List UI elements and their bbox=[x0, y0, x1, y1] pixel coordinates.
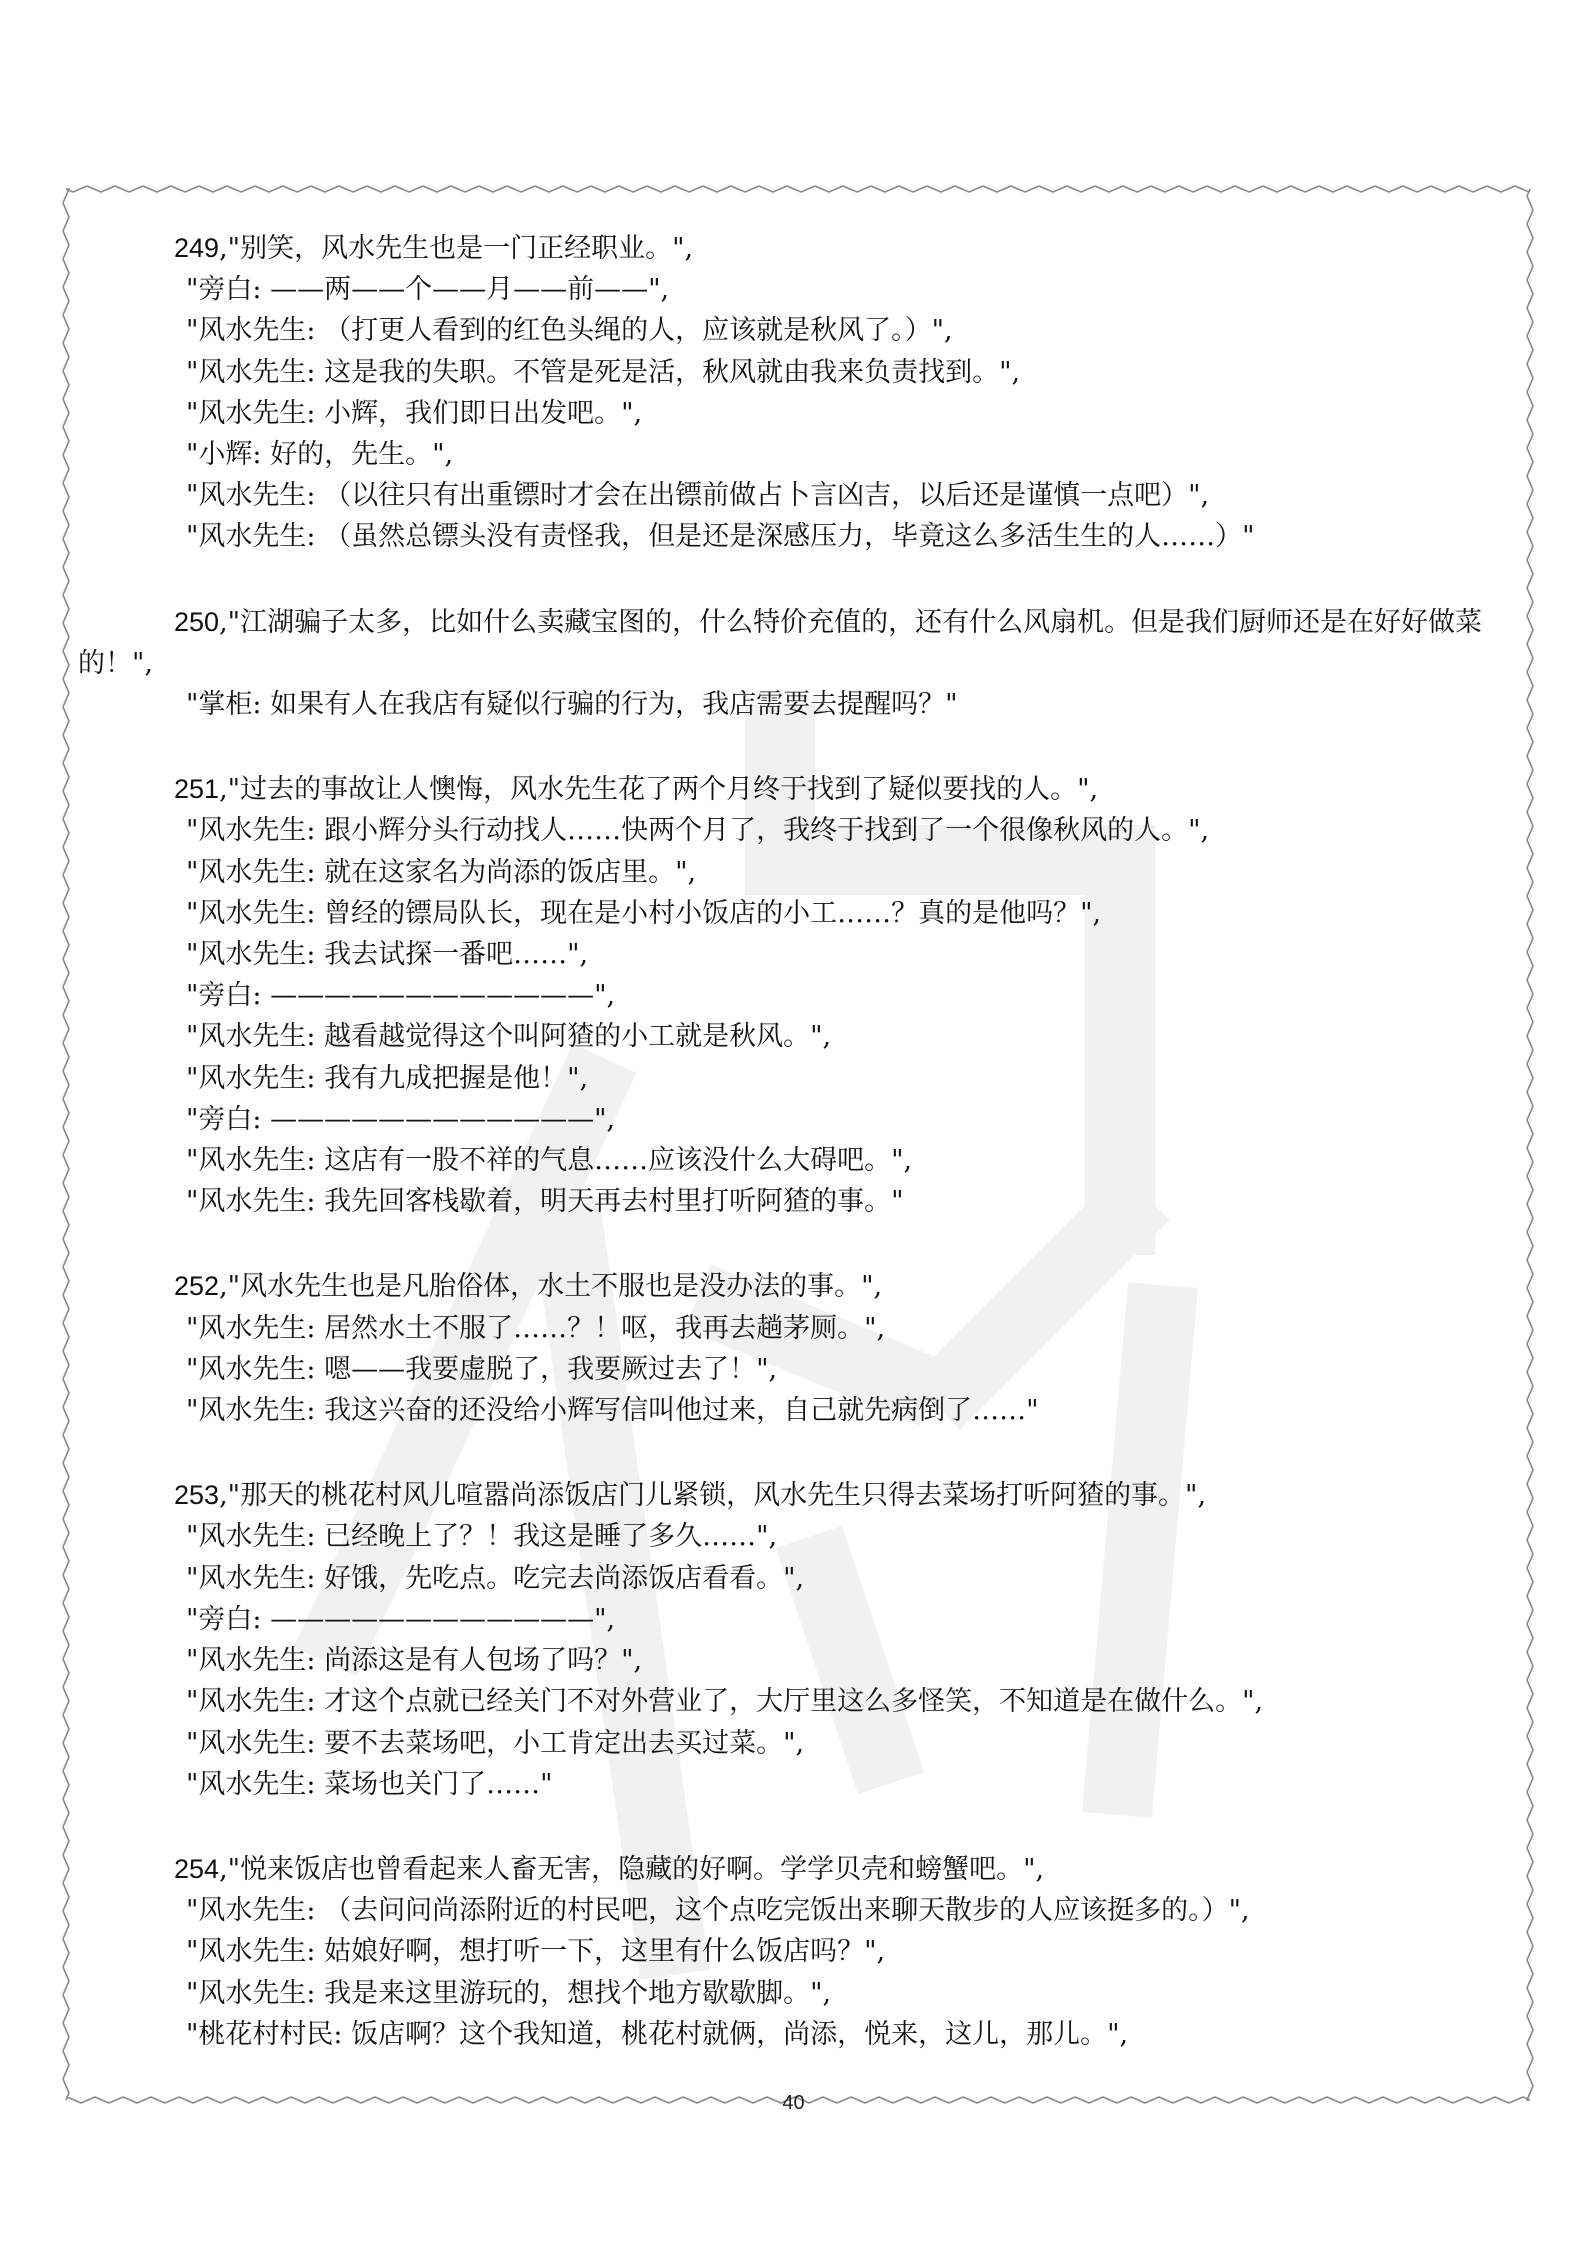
entry-heading-text: ,"那天的桃花村风儿喧嚣尚添饭店门儿紧锁，风水先生只得去菜场打听阿猹的事。", bbox=[219, 1480, 1207, 1512]
entry-number: 250 bbox=[174, 606, 220, 637]
entry-heading-line bbox=[78, 1475, 1518, 1516]
page-number: 40 bbox=[782, 2092, 805, 2114]
entry-heading-text: ,"风水先生也是凡胎俗体，水土不服也是没办法的事。", bbox=[219, 1271, 883, 1303]
dialogue-line: "风水先生: 这店有一股不祥的气息……应该没什么大碍吧。", bbox=[186, 1145, 913, 1177]
dialogue-line: "风水先生: 我有九成把握是他！", bbox=[186, 1062, 589, 1094]
dialogue-line: "风水先生: 好饿，先吃点。吃完去尚添饭店看看。", bbox=[186, 1562, 805, 1594]
entry-number: 253 bbox=[174, 1480, 220, 1511]
dialogue-line: "风水先生: （打更人看到的红色头绳的人，应该就是秋风了。）", bbox=[186, 315, 953, 347]
dialogue-line: "风水先生: （以往只有出重镖时才会在出镖前做占卜言凶吉，以后还是谨慎一点吧）", bbox=[186, 480, 1210, 512]
dialogue-line: "风水先生: 姑娘好啊，想打听一下，这里有什么饭店吗？", bbox=[186, 1936, 886, 1968]
dialogue-line: "风水先生: 已经晚上了？！我这是睡了多久……", bbox=[186, 1521, 778, 1553]
dialogue-line: "风水先生: 嗯——我要虚脱了，我要厥过去了！", bbox=[186, 1353, 778, 1385]
entry-number: 254 bbox=[174, 1853, 220, 1884]
dialogue-line: "旁白: ————————————", bbox=[186, 980, 616, 1012]
document-body bbox=[78, 228, 1518, 2099]
dialogue-line: "风水先生: 曾经的镖局队长，现在是小村小饭店的小工……？真的是他吗？", bbox=[186, 897, 1102, 929]
entry-block bbox=[78, 228, 1518, 558]
entry-block bbox=[78, 769, 1518, 1222]
dialogue-line: "小辉: 好的，先生。", bbox=[186, 439, 454, 471]
dialogue-line: "风水先生: 才这个点就已经关门不对外营业了，大厅里这么多怪笑，不知道是在做什么。", bbox=[186, 1686, 1264, 1718]
entry-block bbox=[78, 1849, 1518, 2055]
dialogue-line: "风水先生: （虽然总镖头没有责怪我，但是还是深感压力，毕竟这么多活生生的人……）" bbox=[186, 521, 1255, 553]
dialogue-line: "风水先生: 要不去菜场吧，小工肯定出去买过菜。", bbox=[186, 1727, 805, 1759]
dialogue-line: "风水先生: 就在这家名为尚添的饭店里。", bbox=[186, 856, 697, 888]
entry-number: 249 bbox=[174, 233, 220, 263]
dialogue-line: "风水先生: 我去试探一番吧……", bbox=[186, 939, 589, 971]
dialogue-line: "旁白: ————————————", bbox=[186, 1603, 616, 1635]
entry-block bbox=[78, 1266, 1518, 1431]
dialogue-line: "风水先生: 跟小辉分头行动找人……快两个月了，我终于找到了一个很像秋风的人。", bbox=[186, 815, 1210, 847]
dialogue-line: "风水先生: 尚添这是有人包场了吗？", bbox=[186, 1645, 643, 1677]
entry-heading-text: ,"江湖骗子太多，比如什么卖藏宝图的，什么特价充值的，还有什么风扇机。但是我们厨师还是在好好做菜的！", bbox=[78, 606, 1483, 679]
dialogue-line: "旁白: ————————————", bbox=[186, 1103, 616, 1135]
dialogue-line: "掌柜: 如果有人在我店有疑似行骗的行为，我店需要去提醒吗？" bbox=[186, 689, 958, 721]
dialogue-line: "风水先生: 我这兴奋的还没给小辉写信叫他过来，自己就先病倒了……" bbox=[186, 1395, 1039, 1427]
entry-heading-line bbox=[78, 769, 1518, 810]
dialogue-line: "风水先生: 我是来这里游玩的，想找个地方歇歇脚。", bbox=[186, 1977, 832, 2009]
entry-heading-line bbox=[78, 228, 1518, 269]
dialogue-line: "风水先生: 这是我的失职。不管是死是活，秋风就由我来负责找到。", bbox=[186, 356, 1021, 388]
dialogue-line: "风水先生: 越看越觉得这个叫阿猹的小工就是秋风。", bbox=[186, 1021, 832, 1053]
entry-block bbox=[78, 602, 1518, 726]
entry-heading-line bbox=[78, 1266, 1518, 1307]
entry-heading-text: ,"别笑，风水先生也是一门正经职业。", bbox=[219, 233, 694, 264]
entry-heading-line bbox=[78, 602, 1518, 684]
dialogue-line: "风水先生: 小辉，我们即日出发吧。", bbox=[186, 397, 643, 429]
dialogue-line: "旁白: ——两——个——月——前——", bbox=[186, 274, 670, 306]
dialogue-line: "风水先生: （去问问尚添附近的村民吧，这个点吃完饭出来聊天散步的人应该挺多的。）", bbox=[186, 1895, 1250, 1927]
entry-heading-text: ,"悦来饭店也曾看起来人畜无害，隐藏的好啊。学学贝壳和螃蟹吧。", bbox=[219, 1853, 1045, 1885]
entry-block bbox=[78, 1475, 1518, 1805]
dialogue-line: "桃花村村民: 饭店啊？这个我知道，桃花村就俩，尚添，悦来，这儿，那儿。", bbox=[186, 2018, 1129, 2050]
entry-number: 252 bbox=[174, 1271, 220, 1302]
dialogue-line: "风水先生: 我先回客栈歇着，明天再去村里打听阿猹的事。" bbox=[186, 1186, 904, 1218]
dialogue-line: "风水先生: 菜场也关门了……" bbox=[186, 1768, 553, 1800]
entry-heading-text: ,"过去的事故让人懊悔，风水先生花了两个月终于找到了疑似要找的人。", bbox=[219, 774, 1099, 806]
dialogue-line: "风水先生: 居然水土不服了……？！呕，我再去趟茅厕。", bbox=[186, 1312, 886, 1344]
entry-heading-line bbox=[78, 1849, 1518, 1890]
entry-number: 251 bbox=[174, 774, 220, 805]
